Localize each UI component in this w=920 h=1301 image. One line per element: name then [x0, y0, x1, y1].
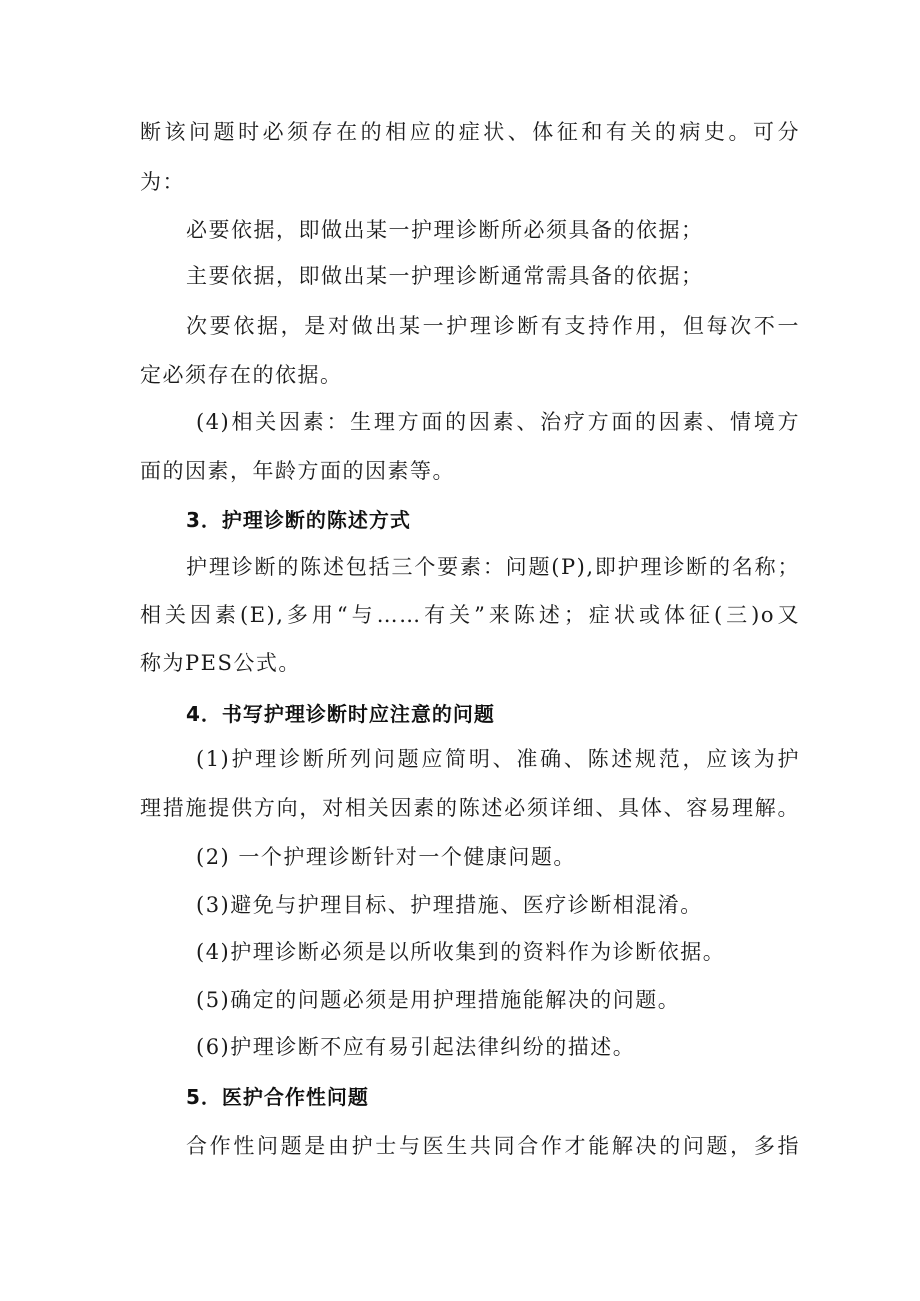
section-heading: 5．医护合作性问题: [186, 1085, 369, 1109]
paragraph-line: 相关因素(E),多用“与……有关”来陈述；症状或体征(三)o又: [140, 603, 800, 627]
paragraph-line: (4)相关因素：生理方面的因素、治疗方面的因素、情境方: [196, 410, 800, 434]
paragraph-line: 理措施提供方向，对相关因素的陈述必须详细、具体、容易理解。: [140, 796, 800, 820]
section-heading: 4．书写护理诊断时应注意的问题: [186, 702, 495, 726]
paragraph-line: 面的因素，年龄方面的因素等。: [140, 459, 455, 483]
paragraph-line: 为：: [140, 170, 185, 194]
paragraph-line: (1)护理诊断所列问题应简明、准确、陈述规范，应该为护: [196, 747, 800, 771]
paragraph-line: 定必须存在的依据。: [140, 363, 343, 387]
list-item: (2) 一个护理诊断针对一个健康问题。: [196, 845, 576, 869]
list-item: (6)护理诊断不应有易引起法律纠纷的描述。: [196, 1035, 636, 1059]
list-item: (3)避免与护理目标、护理措施、医疗诊断相混淆。: [196, 893, 703, 917]
paragraph-line: 主要依据，即做出某一护理诊断通常需具备的依据；: [186, 264, 704, 288]
paragraph-line: 断该问题时必须存在的相应的症状、体征和有关的病史。可分: [140, 120, 800, 144]
list-item: (4)护理诊断必须是以所收集到的资料作为诊断依据。: [196, 940, 726, 964]
paragraph-line: 称为PES公式。: [140, 651, 301, 675]
paragraph-line: 护理诊断的陈述包括三个要素：问题(P),即护理诊断的名称；: [186, 555, 800, 579]
paragraph-line: 合作性问题是由护士与医生共同合作才能解决的问题，多指: [186, 1134, 800, 1158]
section-heading: 3．护理诊断的陈述方式: [186, 508, 411, 532]
list-item: (5)确定的问题必须是用护理措施能解决的问题。: [196, 988, 681, 1012]
paragraph-line: 必要依据，即做出某一护理诊断所必须具备的依据；: [186, 218, 704, 242]
paragraph-line: 次要依据，是对做出某一护理诊断有支持作用，但每次不一: [186, 314, 800, 338]
